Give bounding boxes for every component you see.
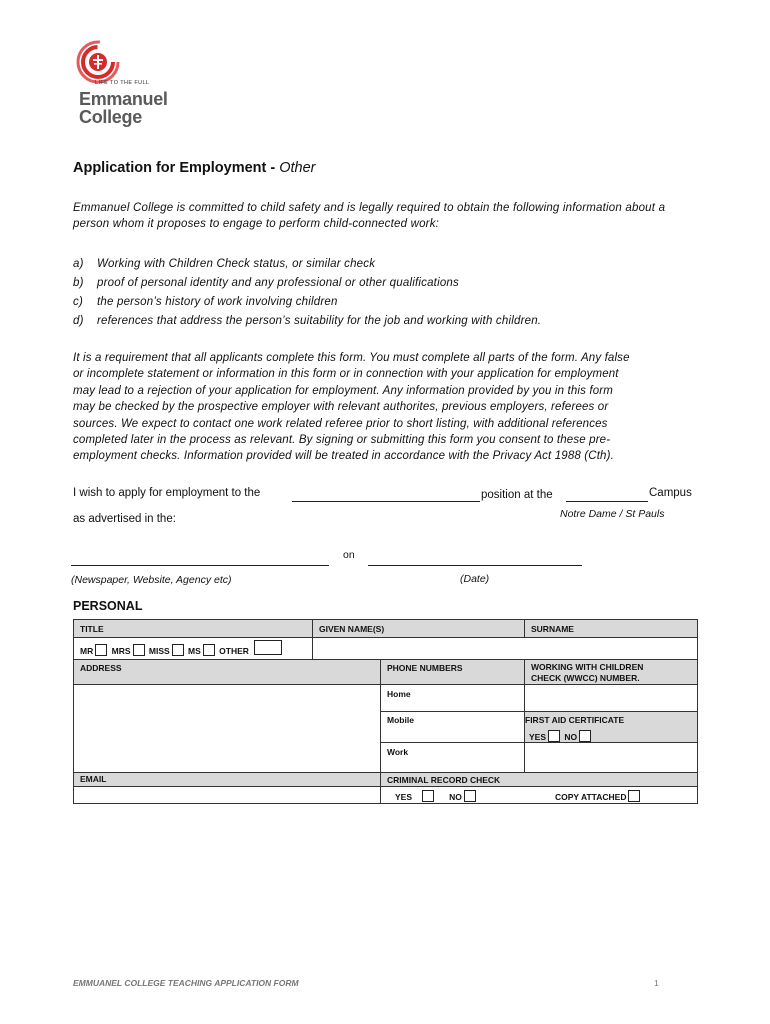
title-main: Application for Employment - <box>73 160 280 176</box>
home-phone-label: Home <box>387 689 411 699</box>
requirements-list <box>73 255 541 331</box>
title-ms-checkbox[interactable] <box>203 644 215 656</box>
criminal-check-label: CRIMINAL RECORD CHECK <box>387 775 501 785</box>
email-label: EMAIL <box>80 774 107 784</box>
title-header-label: TITLE <box>80 624 104 634</box>
page-title <box>73 160 316 176</box>
phone-header-cell <box>380 659 524 684</box>
first-aid-no-label: NO <box>564 732 578 742</box>
list-marker: d) <box>73 315 84 327</box>
first-aid-label: FIRST AID CERTIFICATE <box>525 715 625 725</box>
email-field[interactable] <box>74 786 380 803</box>
list-marker: b) <box>73 277 84 289</box>
first-aid-options <box>529 730 593 742</box>
list-item <box>73 293 541 312</box>
criminal-no-checkbox[interactable] <box>464 790 476 802</box>
personal-form-table <box>73 619 698 804</box>
wwcc-label-line2: CHECK (WWCC) NUMBER. <box>531 673 640 683</box>
on-text: on <box>343 549 355 561</box>
criminal-yes-label: YES <box>395 792 413 802</box>
first-aid-yes-label: YES <box>529 732 547 742</box>
first-aid-yes-checkbox[interactable] <box>548 730 560 742</box>
title-option-ms-label: MS <box>188 646 201 656</box>
requirement-line: employment checks. Information provided will be treated in accordance with the Privacy Act 1988 (Cth). <box>73 450 614 463</box>
first-aid-details-field[interactable] <box>524 742 697 772</box>
list-item <box>73 255 541 274</box>
requirement-line: sources. We expect to contact one work related referee prior to short listing, with additional references <box>73 417 608 430</box>
title-miss-checkbox[interactable] <box>172 644 184 656</box>
apply-campus-text: Campus <box>649 487 692 499</box>
title-header-cell <box>74 620 312 637</box>
logo-tagline: LIFE TO THE FULL <box>95 80 150 86</box>
wwcc-header-cell <box>524 659 697 684</box>
given-names-header-label: GIVEN NAME(S) <box>319 624 385 634</box>
criminal-check-options <box>395 790 478 802</box>
list-text: the person’s history of work involving children <box>97 296 338 308</box>
given-names-header-cell <box>312 620 524 637</box>
work-phone-field[interactable] <box>380 742 524 772</box>
advertised-source-field[interactable] <box>71 552 329 566</box>
date-hint-text: (Date) <box>460 573 490 585</box>
title-option-miss-label: MISS <box>148 646 170 656</box>
title-option-mr-label: MR <box>80 646 94 656</box>
list-marker: c) <box>73 296 83 308</box>
address-header-cell <box>74 659 380 684</box>
criminal-check-header-cell <box>380 772 697 786</box>
address-label: ADDRESS <box>80 663 122 673</box>
apply-position-text: position at the <box>481 489 553 501</box>
copy-attached-label: COPY ATTACHED <box>555 792 627 802</box>
college-logo-icon <box>76 40 124 84</box>
requirement-line: It is a requirement that all applicants complete this form. You must complete all parts of the form. Any false <box>73 352 630 364</box>
first-aid-cell <box>524 711 697 742</box>
list-item <box>73 312 541 331</box>
requirement-line: may be checked by the prospective employer with relevant authorites, previous employers, referees or <box>73 401 609 414</box>
list-marker: a) <box>73 258 84 270</box>
mobile-phone-field[interactable] <box>380 711 524 742</box>
mobile-phone-label: Mobile <box>387 715 414 725</box>
title-suffix: Other <box>279 160 316 176</box>
title-option-mrs-label: MRS <box>111 646 131 656</box>
footer-text: EMMUANEL COLLEGE TEACHING APPLICATION FORM <box>73 978 299 988</box>
title-option-other-label: OTHER <box>219 646 249 656</box>
list-item <box>73 274 541 293</box>
address-field[interactable] <box>74 684 380 772</box>
logo-name-line1: Emmanuel <box>79 89 168 109</box>
apply-lead-text: I wish to apply for employment to the <box>73 487 261 499</box>
requirement-line: or incomplete statement or information in this form or in connection with your application for employment <box>73 368 619 381</box>
phone-numbers-label: PHONE NUMBERS <box>387 663 463 673</box>
home-phone-field[interactable] <box>380 684 524 711</box>
criminal-no-label: NO <box>449 792 462 802</box>
advertised-text: as advertised in the: <box>73 513 176 525</box>
work-phone-label: Work <box>387 747 409 757</box>
requirement-paragraph <box>73 350 701 465</box>
title-option-group <box>80 644 249 656</box>
title-mr-checkbox[interactable] <box>95 644 107 656</box>
requirement-line: completed later in the process as relevant. By signing or submitting this form you consent to these pre- <box>73 434 611 447</box>
criminal-check-options-cell <box>380 786 697 803</box>
title-mrs-checkbox[interactable] <box>133 644 145 656</box>
list-text: references that address the person’s suitability for the job and working with children. <box>97 315 542 327</box>
requirement-line: may lead to a rejection of your application for employment. Any information provided by you in this form <box>73 384 613 397</box>
copy-attached-checkbox[interactable] <box>628 790 640 802</box>
wwcc-label-line1: WORKING WITH CHILDREN <box>531 662 644 672</box>
page-number: 1 <box>654 978 659 988</box>
wwcc-number-field[interactable] <box>524 684 697 711</box>
campus-blank-field[interactable] <box>566 488 648 502</box>
title-options-cell <box>74 637 312 659</box>
intro-paragraph: Emmanuel College is committed to child safety and is legally required to obtain the following information about a person whom it proposes to engage to perform child-connected work: <box>73 202 666 230</box>
list-text: proof of personal identity and any professional or other qualifications <box>97 277 459 289</box>
personal-heading: PERSONAL <box>73 599 143 613</box>
position-blank-field[interactable] <box>292 488 480 502</box>
title-other-field[interactable] <box>254 640 282 655</box>
copy-attached-group <box>555 790 642 802</box>
logo-name-line2: College <box>79 107 142 127</box>
surname-header-label: SURNAME <box>531 624 574 634</box>
advertised-date-field[interactable] <box>368 552 582 566</box>
criminal-yes-checkbox[interactable] <box>422 790 434 802</box>
list-text: Working with Children Check status, or similar check <box>97 258 376 270</box>
surname-header-cell <box>524 620 697 637</box>
source-hint-text: (Newspaper, Website, Agency etc) <box>71 574 232 586</box>
first-aid-no-checkbox[interactable] <box>579 730 591 742</box>
email-header-cell <box>74 772 380 786</box>
name-entry-field[interactable] <box>312 637 697 659</box>
campus-options-text: Notre Dame / St Pauls <box>560 508 665 520</box>
